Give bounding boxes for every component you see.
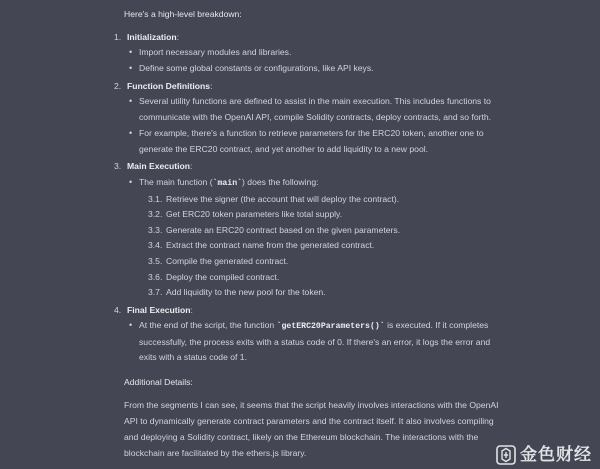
list-item (127, 94, 508, 125)
section-title: Final Execution (127, 304, 191, 315)
section-number: 3. (114, 161, 122, 172)
bullet-list (127, 94, 508, 157)
step-text: Get ERC20 token parameters like total supply. (166, 209, 343, 220)
bullet-icon: • (129, 176, 133, 187)
watermark-text: 金色财经 (520, 445, 592, 465)
section-colon: : (210, 80, 213, 91)
list-item (127, 126, 508, 157)
bullet-icon: • (129, 96, 133, 107)
bullet-icon: • (129, 63, 133, 74)
list-item (127, 318, 508, 366)
inline-code: `getERC20Parameters()` (276, 322, 385, 332)
intro-text: Here's a high-level breakdown: (124, 9, 242, 19)
additional-details (124, 375, 508, 461)
section-colon: : (176, 31, 180, 42)
bullet-icon: • (129, 128, 133, 139)
bullet-list (127, 45, 508, 77)
section-initialization (113, 30, 508, 77)
step-number: 3.7. (148, 287, 163, 298)
step-text: Extract the contract name from the generated contract. (166, 240, 375, 251)
bullet-text-after: ) does the following: (242, 176, 319, 187)
step-item (139, 238, 508, 254)
bullet-icon: • (129, 320, 133, 331)
step-number: 3.2. (148, 209, 163, 220)
section-main-execution (113, 159, 508, 300)
section-number: 1. (114, 31, 122, 42)
step-item (139, 192, 508, 208)
bullet-text: For example, there's a function to retrieve parameters for the ERC20 token, another one to generate the ERC20 contract, and yet another to add liquidity to a new pool. (139, 128, 484, 154)
bullet-icon: • (129, 47, 133, 58)
bullet-text: Define some global constants or configurations, like API keys. (139, 63, 374, 74)
step-item (139, 223, 508, 239)
additional-text: From the segments I can see, it seems that the script heavily involves interactions with the OpenAI API to dynamically generate contract parameters and the contract itself. It also involves compiling and deploying a Solidity contract, likely on the Ethereum blockchain. The interactions with the blockchain are facilitated by the ethers.js library. (124, 399, 499, 459)
section-function-definitions (113, 79, 508, 157)
bullet-list (127, 318, 508, 366)
step-text: Generate an ERC20 contract based on the given parameters. (166, 224, 401, 235)
watermark (496, 445, 592, 465)
section-number: 2. (114, 80, 122, 91)
bullet-text-before: The main function ( (139, 176, 213, 187)
additional-title: Additional Details: (124, 377, 193, 388)
step-number: 3.1. (148, 193, 163, 204)
jinse-logo-icon (496, 445, 516, 465)
section-final-execution (113, 303, 508, 366)
section-title: Function Definitions (127, 80, 211, 91)
assistant-message (113, 7, 508, 461)
step-number: 3.3. (148, 224, 163, 235)
list-item (127, 61, 508, 77)
step-text: Retrieve the signer (the account that will deploy the contract). (166, 193, 400, 204)
step-number: 3.4. (148, 240, 163, 251)
step-item (139, 285, 508, 301)
bullet-text: Several utility functions are defined to assist in the main execution. This includes functions to communicate with the OpenAI API, compile Solidity contracts, deploy contracts, and so forth. (139, 96, 492, 123)
bullet-text-before: At the end of the script, the function (139, 320, 277, 331)
section-number: 4. (114, 304, 122, 315)
section-title: Initialization (127, 31, 177, 42)
step-list (139, 192, 508, 301)
section-colon: : (190, 161, 193, 172)
step-item (139, 207, 508, 223)
section-colon: : (190, 304, 193, 315)
list-item (127, 45, 508, 61)
section-title: Main Execution (127, 161, 191, 172)
bullet-list (127, 175, 508, 301)
step-item (139, 270, 508, 286)
step-number: 3.5. (148, 255, 163, 266)
step-number: 3.6. (148, 271, 163, 282)
inline-code: `main` (212, 178, 243, 188)
step-text: Deploy the compiled contract. (166, 271, 280, 282)
step-item (139, 254, 508, 270)
bullet-text: Import necessary modules and libraries. (139, 47, 292, 58)
step-text: Compile the generated contract. (166, 255, 289, 266)
step-text: Add liquidity to the new pool for the token. (166, 287, 326, 298)
list-item (127, 175, 508, 301)
bullet-text-after: is executed. If it completes successfully, the process exits with a status code of 0. If there's an error, it logs the error and exits with a status code of 1. (139, 320, 491, 363)
